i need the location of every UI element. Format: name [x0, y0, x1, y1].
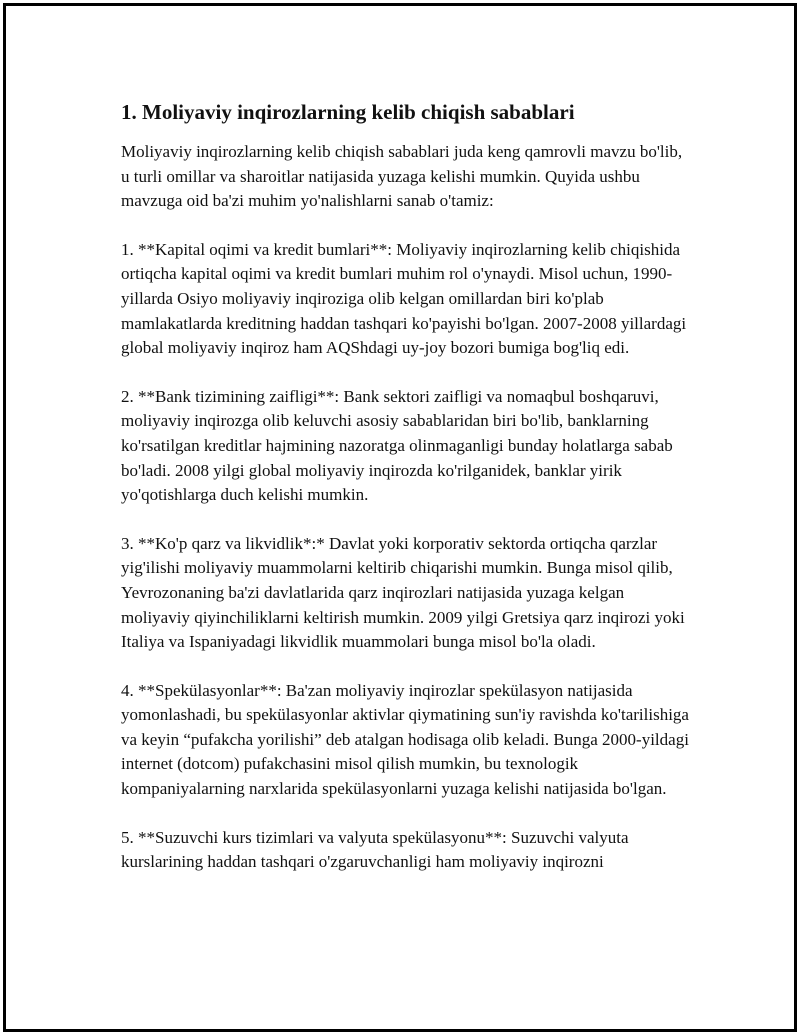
paragraph-speculation: 4. **Spekülasyonlar**: Ba'zan moliyaviy inqirozlar spekülasyon natijasida yomonlashadi, bu spekülasyonlar aktivlar qiymatining sun'iy ravishda ko'tarilishiga va keyin “pufakcha yorilishi” deb atalgan hodisaga olib keladi. Bunga 2000-yildagi internet (dotcom) pufakchasini misol qilish mumkin, bu texnologik kompaniyalarning narxlarida spekülasyonlarni yuzaga kelishi natijasida bo'lgan.	[121, 680, 689, 799]
page-frame	[3, 3, 797, 1032]
paragraph-capital-flows: 1. **Kapital oqimi va kredit bumlari**: Moliyaviy inqirozlarning kelib chiqishida ortiqcha kapital oqimi va kredit bumlari muhim rol o'ynaydi. Misol uchun, 1990-yillarda Osiyo moliyaviy inqiroziga olib kelgan omillardan biri ko'plab mamlakatlarda kreditning haddan tashqari ko'payishi bo'lgan. 2007-2008 yillardagi global moliyaviy inqiroz ham AQShdagi uy-joy bozori bumiga bog'liq edi.	[121, 239, 687, 358]
paragraph-bank-weakness: 2. **Bank tizimining zaifligi**: Bank sektori zaifligi va nomaqbul boshqaruvi, moliyaviy inqirozga olib keluvchi asosiy sabablaridan biri bo'lib, banklarning ko'rsatilgan kreditlar hajmining nazoratga olinmaganligi bunday holatlarga sabab bo'ladi. 2008 yilgi global moliyaviy inqirozda ko'rilganidek, banklar yirik yo'qotishlarga duch kelishi mumkin.	[121, 386, 673, 505]
paragraph-debt-liquidity: 3. **Ko'p qarz va likvidlik*:* Davlat yoki korporativ sektorda ortiqcha qarzlar yig'ilishi moliyaviy muammolarni keltirib chiqarishi mumkin. Bunga misol qilib, Yevrozonaning ba'zi davlatlarida qarz inqirozlari natijasida yuzaga kelgan moliyaviy qiyinchiliklarni keltirish mumkin. 2009 yilgi Gretsiya qarz inqirozi yoki Italiya va Ispaniyadagi likvidlik muammolari bunga misol bo'la oladi.	[121, 533, 685, 652]
document-body	[121, 98, 691, 899]
intro-paragraph: Moliyaviy inqirozlarning kelib chiqish sabablari juda keng qamrovli mavzu bo'lib, u turli omillar va sharoitlar natijasida yuzaga kelishi mumkin. Quyida ushbu mavzuga oid ba'zi muhim yo'nalishlarni sanab o'tamiz:	[121, 142, 683, 211]
document-title: 1. Moliyaviy inqirozlarning kelib chiqish sabablari	[121, 100, 575, 124]
paragraph-floating-exchange: 5. **Suzuvchi kurs tizimlari va valyuta spekülasyonu**: Suzuvchi valyuta kurslarining haddan tashqari o'zgaruvchanligi ham moliyaviy inqirozni	[121, 827, 629, 872]
